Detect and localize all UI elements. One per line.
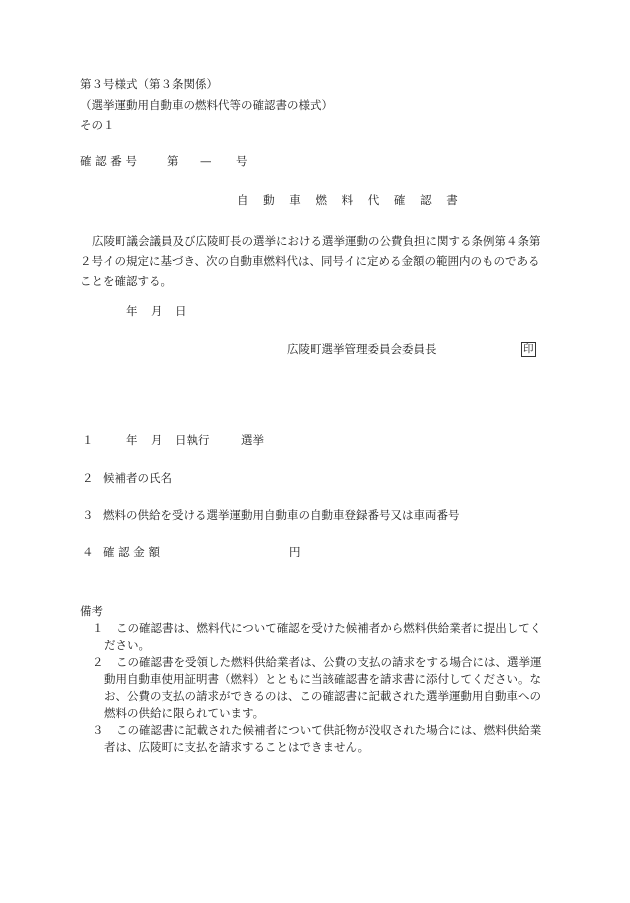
item-election-label: 選挙 [241, 433, 264, 447]
body-paragraph [80, 231, 555, 291]
note-line: ださい。 [104, 638, 150, 652]
item-election-year: 年 [126, 433, 138, 447]
item-number: ３ [82, 508, 94, 522]
date-year: 年 [126, 304, 138, 318]
item-amount-label: 確 認 金 額 [103, 545, 160, 559]
form-part: その１ [80, 118, 115, 132]
confirmation-number-label: 確 認 番 号 [80, 154, 137, 168]
body-line: ２号イの規定に基づき、次の自動車燃料代は、同号イに定める金額の範囲内のものである [80, 254, 540, 268]
note-line: この確認書は、燃料代について確認を受けた候補者から燃料供給業者に提出してく [116, 621, 542, 635]
item-number: ２ [82, 471, 94, 485]
item-election-month: 月 [151, 433, 163, 447]
item-number: １ [82, 433, 94, 447]
item-election-day: 日執行 [175, 433, 210, 447]
item-number: ４ [82, 545, 94, 559]
body-line: 広陵町議会議員及び広陵町長の選挙における選挙運動の公費負担に関する条例第４条第 [92, 234, 541, 248]
note-number: ２ [92, 655, 104, 669]
item-candidate-name: 候補者の氏名 [103, 471, 172, 485]
form-subtitle: （選挙運動用自動車の燃料代等の確認書の様式） [80, 98, 333, 112]
date-day: 日 [175, 304, 187, 318]
item-vehicle-number: 燃料の供給を受ける選挙運動用自動車の自動車登録番号又は車両番号 [103, 508, 460, 522]
note-item [80, 654, 560, 722]
note-line: 者は、広陵町に支払を請求することはできません。 [104, 740, 370, 754]
body-line: ことを確認する。 [80, 274, 172, 288]
issuer-name: 広陵町選挙管理委員会委員長 [287, 342, 437, 356]
confirmation-number-suffix: 号 [236, 154, 248, 168]
note-line: お、公費の支払の請求ができるのは、この確認書に記載された選挙運動用自動車への [104, 689, 541, 703]
note-line: 動用自動車使用証明書（燃料）とともに当該確認書を請求書に添付してください。な [104, 672, 541, 686]
date-month: 月 [151, 304, 163, 318]
document-title: 自 動 車 燃 料 代 確 認 書 [237, 193, 464, 207]
notes-section [80, 603, 560, 756]
note-number: ３ [92, 723, 104, 737]
note-line: 燃料の供給に限られています。 [104, 706, 265, 720]
form-number: 第３号様式（第３条関係） [80, 77, 218, 91]
note-line: この確認書を受領した燃料供給業者は、公費の支払の請求をする場合には、選挙運 [116, 655, 542, 669]
confirmation-number-dash: — [200, 154, 212, 168]
seal-text: 印 [523, 343, 534, 355]
seal-mark [521, 342, 536, 357]
note-item [80, 620, 560, 654]
note-line: この確認書に記載された候補者について供託物が没収された場合には、燃料供給業 [116, 723, 542, 737]
note-number: １ [92, 621, 104, 635]
note-item [80, 722, 560, 756]
confirmation-number-prefix: 第 [167, 154, 179, 168]
notes-heading: 備考 [80, 604, 103, 618]
item-amount-unit: 円 [289, 545, 301, 559]
